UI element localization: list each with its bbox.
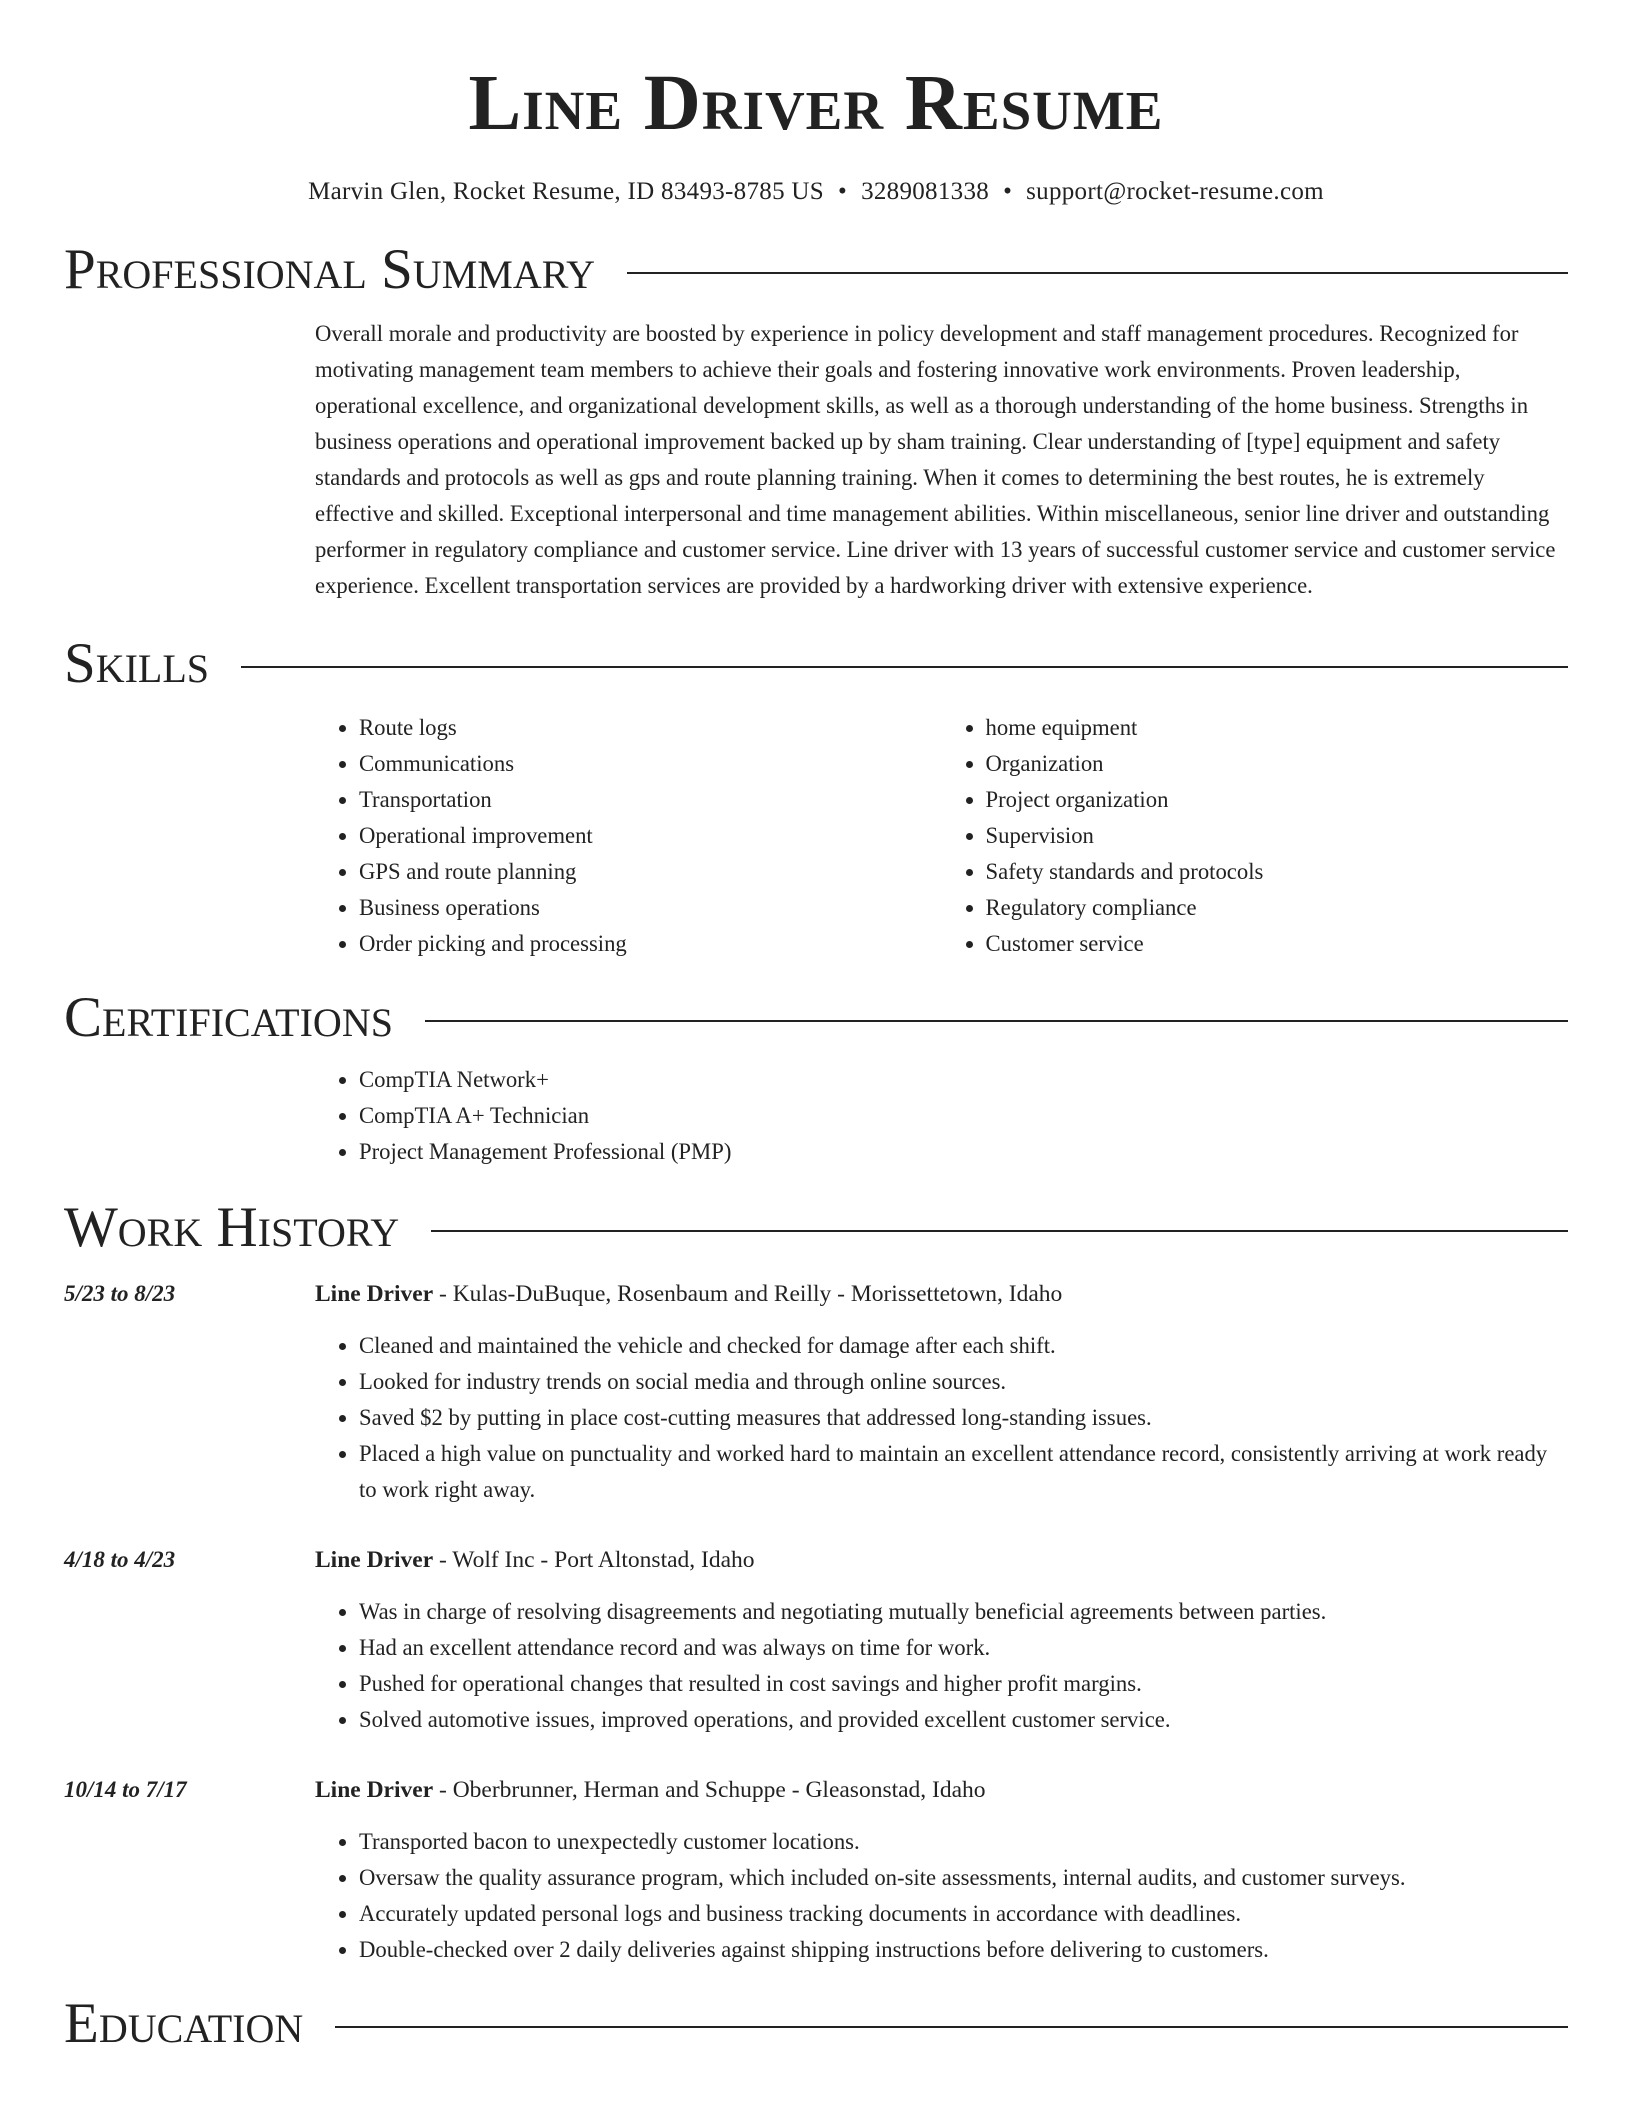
section-divider bbox=[627, 272, 1568, 274]
job-employer: - Oberbrunner, Herman and Schuppe - Gleasonstad, Idaho bbox=[433, 1777, 986, 1803]
job-employer: - Wolf Inc - Port Altonstad, Idaho bbox=[433, 1547, 755, 1573]
certification-item: • CompTIA Network+ bbox=[359, 1062, 1568, 1098]
job-bullets bbox=[315, 1594, 1568, 1738]
job-entry bbox=[64, 1772, 1568, 1968]
skill-item: • Order picking and processing bbox=[359, 926, 942, 962]
certifications-list bbox=[315, 1062, 1568, 1170]
skill-item: • home equipment bbox=[986, 710, 1569, 746]
job-dates: 5/23 to 8/23 bbox=[64, 1281, 176, 1306]
job-dates: 10/14 to 7/17 bbox=[64, 1777, 187, 1802]
section-divider bbox=[335, 2026, 1568, 2028]
job-entry bbox=[64, 1276, 1568, 1508]
summary-body bbox=[315, 316, 1568, 604]
certifications-body bbox=[315, 1062, 1568, 1170]
skill-item: • Supervision bbox=[986, 818, 1569, 854]
section-divider bbox=[425, 1020, 1568, 1022]
contact-address: Marvin Glen, Rocket Resume, ID 83493-8785 US bbox=[308, 178, 824, 205]
contact-separator: • bbox=[838, 178, 848, 205]
job-bullet: • Placed a high value on punctuality and worked hard to maintain an excellent attendance record, consistently arriving at work ready to work right away. bbox=[359, 1436, 1568, 1508]
skill-item: • Safety standards and protocols bbox=[986, 854, 1569, 890]
job-detail bbox=[315, 1276, 1568, 1508]
job-bullet: • Saved $2 by putting in place cost-cutting measures that addressed long-standing issues. bbox=[359, 1400, 1568, 1436]
job-bullets bbox=[315, 1824, 1568, 1968]
job-employer: - Kulas-DuBuque, Rosenbaum and Reilly - Morissettetown, Idaho bbox=[433, 1281, 1063, 1307]
contact-line bbox=[64, 174, 1568, 210]
skill-item: • Business operations bbox=[359, 890, 942, 926]
contact-email: support@rocket-resume.com bbox=[1026, 178, 1324, 205]
job-detail bbox=[315, 1772, 1568, 1968]
resume-title: Line Driver Resume bbox=[468, 60, 1164, 147]
certification-item: • Project Management Professional (PMP) bbox=[359, 1134, 1568, 1170]
job-heading bbox=[315, 1542, 1568, 1578]
skill-item: • Communications bbox=[359, 746, 942, 782]
summary-heading: Professional Summary bbox=[64, 238, 596, 301]
job-dates: 4/18 to 4/23 bbox=[64, 1547, 176, 1572]
section-divider bbox=[431, 1230, 1568, 1232]
job-bullet: • Had an excellent attendance record and was always on time for work. bbox=[359, 1630, 1568, 1666]
summary-text: Overall morale and productivity are boosted by experience in policy development and staff management procedures. Recognized for motivating management team members to achieve their goals and fostering innovative work environments. Proven leadership, operational excellence, and organizational development skills, as well as a thorough understanding of the home business. Strengths in business operations and operational improvement backed up by sham training. Clear understanding of [type] equipment and safety standards and protocols as well as gps and route planning training. When it comes to determining the best routes, he is extremely effective and skilled. Exceptional interpersonal and time management abilities. Within miscellaneous, senior line driver and outstanding performer in regulatory compliance and customer service. Line driver with 13 years of successful customer service and customer service experience. Excellent transportation services are provided by a hardworking driver with extensive experience. bbox=[315, 321, 1556, 598]
skill-item: • Organization bbox=[986, 746, 1569, 782]
job-role: Line Driver bbox=[315, 1777, 434, 1803]
job-heading bbox=[315, 1772, 1568, 1808]
contact-phone: 3289081338 bbox=[861, 178, 990, 205]
resume-page bbox=[64, 0, 1568, 2058]
skill-item: • Regulatory compliance bbox=[986, 890, 1569, 926]
job-bullet: • Double-checked over 2 daily deliveries against shipping instructions before delivering to customers. bbox=[359, 1932, 1568, 1968]
job-heading bbox=[315, 1276, 1568, 1312]
job-detail bbox=[315, 1542, 1568, 1738]
work-section-header bbox=[64, 1194, 1568, 1262]
job-bullet: • Solved automotive issues, improved operations, and provided excellent customer service. bbox=[359, 1702, 1568, 1738]
job-role: Line Driver bbox=[315, 1281, 434, 1307]
job-entry bbox=[64, 1542, 1568, 1738]
certification-item: • CompTIA A+ Technician bbox=[359, 1098, 1568, 1134]
job-bullet: • Accurately updated personal logs and business tracking documents in accordance with deadlines. bbox=[359, 1896, 1568, 1932]
skill-item: • Customer service bbox=[986, 926, 1569, 962]
job-bullets bbox=[315, 1328, 1568, 1508]
work-heading: Work History bbox=[64, 1196, 400, 1259]
job-bullet: • Was in charge of resolving disagreements and negotiating mutually beneficial agreements between parties. bbox=[359, 1594, 1568, 1630]
job-bullet: • Pushed for operational changes that resulted in cost savings and higher profit margins. bbox=[359, 1666, 1568, 1702]
job-bullet: • Oversaw the quality assurance program, which included on-site assessments, internal audits, and customer surveys. bbox=[359, 1860, 1568, 1896]
education-section-header bbox=[64, 1990, 1568, 2058]
summary-section-header bbox=[64, 236, 1568, 304]
skills-heading: Skills bbox=[64, 632, 210, 695]
skills-section-header bbox=[64, 630, 1568, 698]
skill-item: • Operational improvement bbox=[359, 818, 942, 854]
job-role: Line Driver bbox=[315, 1547, 434, 1573]
skill-item: • Transportation bbox=[359, 782, 942, 818]
section-divider bbox=[241, 666, 1568, 668]
contact-separator: • bbox=[1003, 178, 1013, 205]
skill-item: • Project organization bbox=[986, 782, 1569, 818]
skill-item: • GPS and route planning bbox=[359, 854, 942, 890]
skills-column-left bbox=[315, 710, 942, 962]
certifications-heading: Certifications bbox=[64, 986, 393, 1049]
job-bullet: • Looked for industry trends on social media and through online sources. bbox=[359, 1364, 1568, 1400]
skills-list bbox=[315, 710, 1568, 962]
education-heading: Education bbox=[64, 1992, 304, 2055]
skills-column-right bbox=[942, 710, 1569, 962]
job-bullet: • Transported bacon to unexpectedly customer locations. bbox=[359, 1824, 1568, 1860]
skill-item: • Route logs bbox=[359, 710, 942, 746]
job-bullet: • Cleaned and maintained the vehicle and checked for damage after each shift. bbox=[359, 1328, 1568, 1364]
certifications-section-header bbox=[64, 984, 1568, 1052]
